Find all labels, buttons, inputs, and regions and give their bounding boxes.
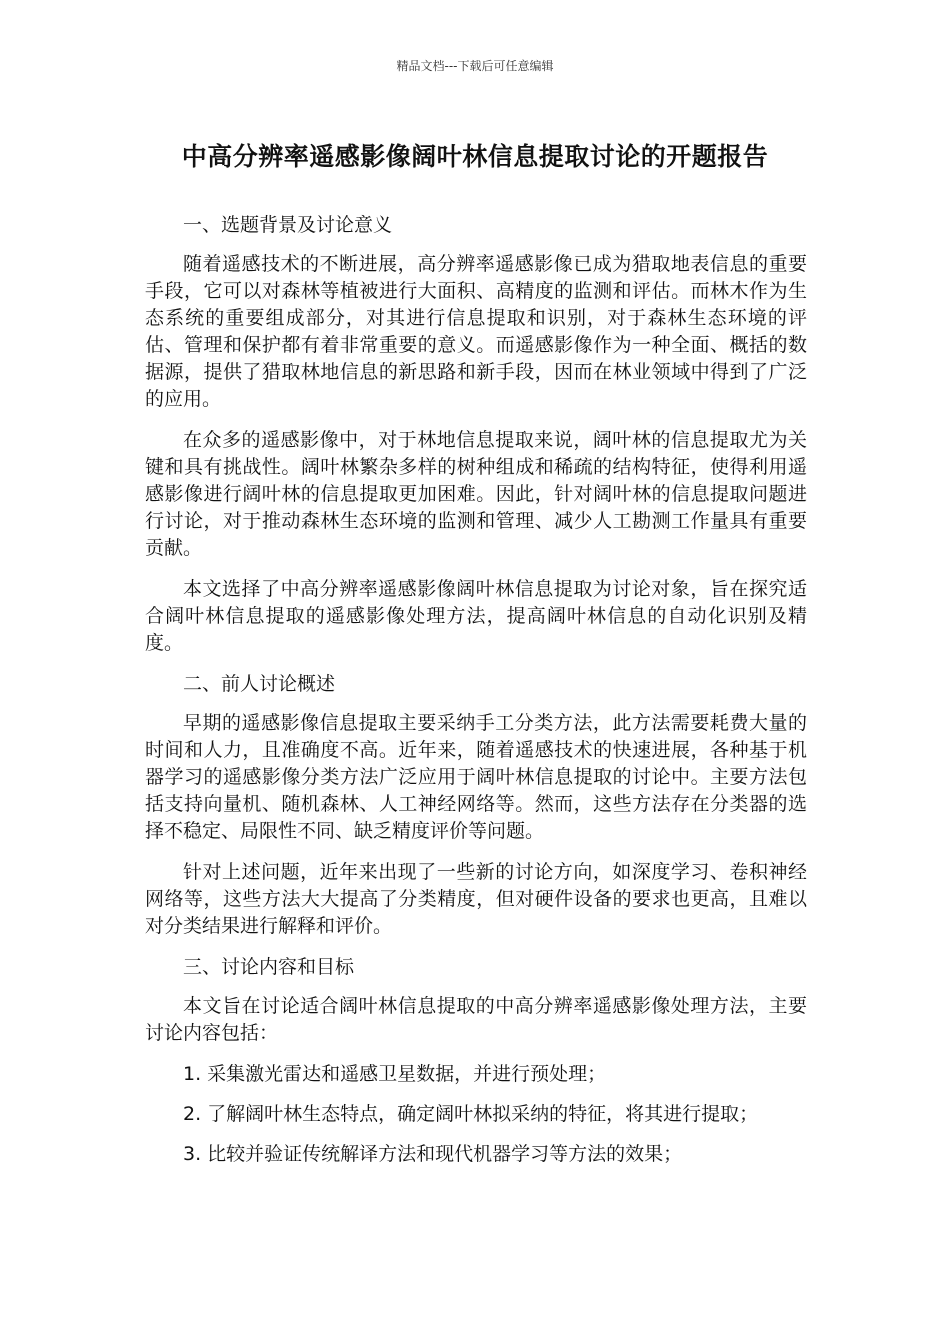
paragraph: 随着遥感技术的不断进展，高分辨率遥感影像已成为猎取地表信息的重要手段，它可以对森林等植被进行大面积、高精度的监测和评估。而林木作为生态系统的重要组成部分，对其进行信息提取和识别，对于森林生态环境的评估、管理和保护都有着非常重要的意义。而遥感影像作为一种全面、概括的数据源，提供了猎取林地信息的新思路和新手段，因而在林业领域中得到了广泛的应用。 <box>145 253 807 410</box>
list-item: 1. 采集激光雷达和遥感卫星数据，并进行预处理； <box>183 1063 607 1085</box>
section-heading: 二、前人讨论概述 <box>183 673 336 695</box>
list-item: 3. 比较并验证传统解译方法和现代机器学习等方法的效果； <box>183 1143 683 1165</box>
paragraph: 早期的遥感影像信息提取主要采纳手工分类方法，此方法需要耗费大量的时间和人力，且准确度不高。近年来，随着遥感技术的快速进展，各种基于机器学习的遥感影像分类方法广泛应用于阔叶林信息提取的讨论中。主要方法包括支持向量机、随机森林、人工神经网络等。然而，这些方法存在分类器的选择不稳定、局限性不同、缺乏精度评价等问题。 <box>145 712 807 842</box>
paragraph: 针对上述问题，近年来出现了一些新的讨论方向，如深度学习、卷积神经网络等，这些方法大大提高了分类精度，但对硬件设备的要求也更高，且难以对分类结果进行解释和评价。 <box>145 861 807 937</box>
section-heading: 一、选题背景及讨论意义 <box>183 214 393 236</box>
paragraph: 本文旨在讨论适合阔叶林信息提取的中高分辨率遥感影像处理方法，主要讨论内容包括： <box>145 995 807 1044</box>
paragraph: 在众多的遥感影像中，对于林地信息提取来说，阔叶林的信息提取尤为关键和具有挑战性。阔叶林繁杂多样的树种组成和稀疏的结构特征，使得利用遥感影像进行阔叶林的信息提取更加困难。因此，针对阔叶林的信息提取问题进行讨论，对于推动森林生态环境的监测和管理、减少人工勘测工作量具有重要贡献。 <box>145 429 807 559</box>
page-header-note: 精品文档---下载后可任意编辑 <box>396 59 554 73</box>
section-heading: 三、讨论内容和目标 <box>183 956 355 978</box>
document-title: 中高分辨率遥感影像阔叶林信息提取讨论的开题报告 <box>181 142 769 171</box>
document-body <box>145 212 807 1181</box>
paragraph: 本文选择了中高分辨率遥感影像阔叶林信息提取为讨论对象，旨在探究适合阔叶林信息提取的遥感影像处理方法，提高阔叶林信息的自动化识别及精度。 <box>145 578 807 654</box>
list-item: 2. 了解阔叶林生态特点，确定阔叶林拟采纳的特征，将其进行提取； <box>183 1103 759 1125</box>
